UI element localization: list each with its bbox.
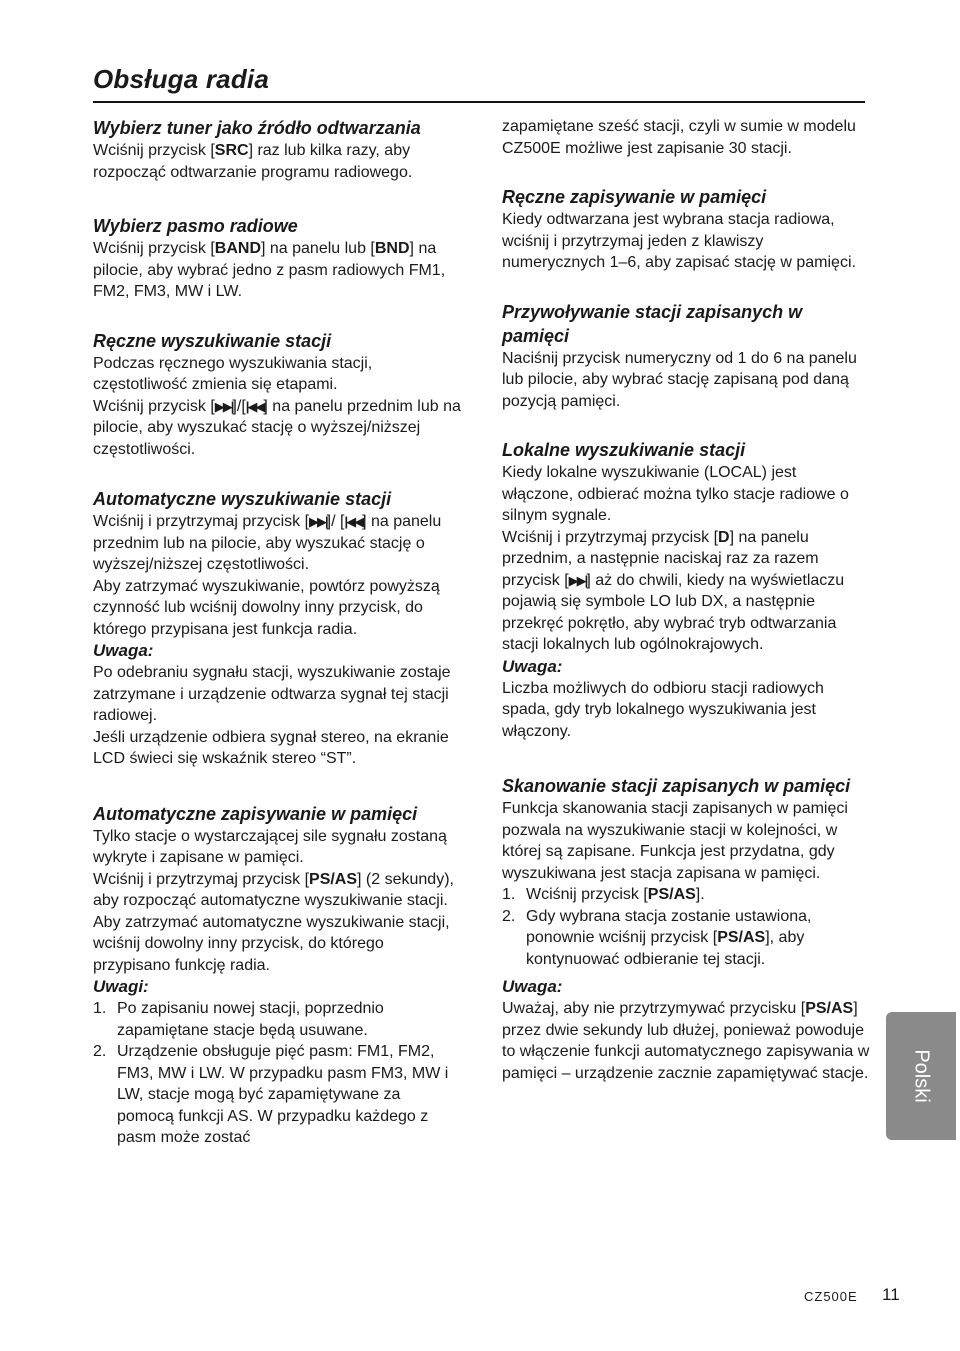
text-run: Wciśnij przycisk [: [93, 240, 215, 257]
text-run: ], aby kontynuować odbieranie tej stacji.: [526, 929, 805, 968]
text-run: ]/[: [232, 397, 246, 415]
section-local-search: [502, 438, 870, 742]
button-label-d: D: [718, 528, 730, 546]
section-text: Funkcja skanowania stacji zapisanych w pamięci pozwala na wyszukiwanie stacji w kolejności, w której są zapisane. Funkcja jest przydatna, gdy wyszukiwana jest stacja zapisana w pamięci.: [502, 800, 848, 882]
section-heading: Wybierz pasmo radiowe: [93, 216, 298, 236]
section-text: Kiedy odtwarzana jest wybrana stacja radiowa, wciśnij i przytrzymaj jeden z klawiszy numerycznych 1–6, aby zapisać stację w pamięci.: [502, 211, 856, 271]
continued-text: zapamiętane sześć stacji, czyli w sumie w modelu CZ500E możliwe jest zapisanie 30 stacji.: [502, 118, 856, 157]
language-tab: [886, 1012, 956, 1140]
list-item: [502, 884, 870, 906]
section-text: [502, 527, 870, 656]
section-text: Podczas ręcznego wyszukiwania stacji, częstotliwość zmienia się etapami.: [93, 354, 373, 393]
text-run: Wciśnij i przytrzymaj przycisk [: [502, 528, 719, 546]
section-heading: Ręczne wyszukiwanie stacji: [93, 330, 332, 351]
section-heading: Skanowanie stacji zapisanych w pamięci: [502, 776, 851, 796]
steps-list: [502, 884, 870, 970]
section-text: [93, 396, 461, 461]
text-run: Wciśnij przycisk [: [93, 142, 215, 159]
note-text: Jeśli urządzenie odbiera sygnał stereo, na ekranie LCD świeci się wskaźnik stereo “ST”.: [93, 728, 449, 767]
language-tab-label: Polski: [910, 1049, 933, 1103]
section-auto-store: [93, 802, 461, 1149]
section-text: [93, 511, 461, 576]
button-label-ps-as: PS/AS: [805, 1000, 854, 1017]
next-track-icon: ▶▶|: [309, 514, 327, 529]
next-track-icon: ▶▶|: [568, 572, 587, 588]
list-number: 1.: [93, 1000, 107, 1017]
note-heading: Uwagi:: [93, 977, 149, 996]
section-recall-memory: [502, 300, 870, 413]
model-name: CZ500E: [804, 1289, 858, 1304]
text-run: Uważaj, aby nie przytrzymywać przycisku [: [502, 1000, 806, 1017]
text-run: ] na panelu przednim lub na pilocie, aby wyszukać stację o wyższej/niższej częstotliwości.: [93, 397, 461, 458]
section-select-band: [93, 214, 461, 303]
text-run: Wciśnij i przytrzymaj przycisk [: [93, 513, 310, 530]
text-run: ] na panelu przednim, a następnie naciskaj raz za razem przycisk [: [502, 528, 819, 589]
text-run: ] na panelu lub [: [261, 240, 375, 257]
text-run: Wciśnij przycisk [: [526, 886, 648, 903]
text-run: ].: [695, 886, 705, 903]
section-text: Aby zatrzymać wyszukiwanie, powtórz powyższą czynność lub wciśnij dowolny inny przycisk, do którego przypisana jest funkcja radia.: [93, 577, 440, 638]
section-text: Kiedy lokalne wyszukiwanie (LOCAL) jest włączone, odbierać można tylko stacje radiowe o silnym sygnale.: [502, 464, 849, 524]
button-label-src: SRC: [214, 142, 249, 159]
title-divider: [93, 101, 865, 103]
previous-track-icon: |◀◀: [344, 514, 363, 529]
section-heading: Automatyczne zapisywanie w pamięci: [93, 803, 418, 824]
button-label-bnd: BND: [374, 240, 410, 257]
next-track-icon: ▶▶|: [214, 398, 233, 414]
section-heading: Przywoływanie stacji zapisanych w pamięci: [502, 301, 803, 346]
button-label-ps-as: PS/AS: [717, 929, 766, 946]
button-label-ps-as: PS/AS: [309, 870, 358, 888]
section-auto-search: [93, 487, 461, 770]
list-text: Urządzenie obsługuje pięć pasm: FM1, FM2, FM3, MW i LW. W przypadku pasm FM3, MW i LW, stacje mogą być zapamiętywane za pomocą funkcji AS. W przypadku każdego z pasm może zostać: [117, 1043, 449, 1146]
note-text: Liczba możliwych do odbioru stacji radiowych spada, gdy tryb lokalnego wyszukiwania jest włączony.: [502, 679, 824, 740]
text-run: ]/ [: [326, 513, 345, 530]
text-run: ] raz lub kilka razy, aby rozpocząć odtwarzanie programu radiowego.: [93, 142, 413, 181]
note-heading: Uwaga:: [93, 641, 154, 660]
text-run: Wciśnij przycisk [: [93, 397, 215, 415]
section-preset-scan: [502, 774, 870, 1084]
list-number: 2.: [93, 1043, 107, 1060]
list-number: 1.: [502, 886, 516, 903]
section-text: Tylko stacje o wystarczającej sile sygnału zostaną wykryte i zapisane w pamięci.: [93, 827, 447, 866]
text-run: Gdy wybrana stacja zostanie ustawiona, ponownie wciśnij przycisk [: [526, 907, 812, 946]
section-manual-search: [93, 329, 461, 461]
text-run: ] na pilocie, aby wybrać jedno z pasm radiowych FM1, FM2, FM3, MW i LW.: [93, 240, 446, 300]
text-run: ] (2 sekundy), aby rozpocząć automatyczne wyszukiwanie stacji.: [93, 870, 454, 909]
section-heading: Automatyczne wyszukiwanie stacji: [93, 489, 392, 509]
list-item: [93, 998, 461, 1041]
section-heading: Lokalne wyszukiwanie stacji: [502, 440, 746, 460]
list-item: [502, 906, 870, 971]
list-item: [93, 1041, 461, 1149]
left-column: [93, 116, 461, 1149]
list-text: Po zapisaniu nowej stacji, poprzednio zapamiętane stacje będą usuwane.: [117, 1000, 384, 1039]
button-label-band: BAND: [214, 240, 261, 257]
section-text: Naciśnij przycisk numeryczny od 1 do 6 na panelu lub pilocie, aby wybrać stację zapisaną pod daną pozycją pamięci.: [502, 349, 857, 410]
button-label-ps-as: PS/AS: [647, 886, 696, 903]
section-text: [93, 238, 461, 303]
text-run: ] na panelu przednim lub na pilocie, aby wyszukać stację o wyższej/niższej częstotliwości.: [93, 513, 442, 573]
page-number: 11: [882, 1285, 900, 1304]
section-text: [93, 140, 461, 183]
note-text: [502, 998, 870, 1084]
text-run: ] przez dwie sekundy lub dłużej, ponieważ powoduje to włączenie funkcji automatycznego zapisywania w pamięci – urządzenie zacznie zapamiętywać stacje.: [502, 1000, 870, 1082]
section-select-source: [93, 116, 461, 183]
text-run: Wciśnij i przytrzymaj przycisk [: [93, 870, 310, 888]
section-text: Aby zatrzymać automatyczne wyszukiwanie stacji, wciśnij dowolny inny przycisk, do którego przypisano funkcję radia.: [93, 913, 450, 974]
page-title: Obsługa radia: [93, 64, 269, 94]
note-text: Po odebraniu sygnału stacji, wyszukiwanie zostaje zatrzymane i urządzenie odtwarza sygnał tej stacji radiowej.: [93, 664, 451, 724]
note-heading: Uwaga:: [502, 656, 563, 676]
section-heading: Wybierz tuner jako źródło odtwarzania: [93, 118, 421, 138]
section-text: [93, 869, 461, 912]
notes-list: [93, 998, 461, 1149]
previous-track-icon: |◀◀: [245, 398, 264, 414]
section-heading: Ręczne zapisywanie w pamięci: [502, 187, 767, 207]
section-manual-store: [502, 185, 870, 274]
note-heading: Uwaga:: [502, 977, 563, 996]
list-number: 2.: [502, 907, 516, 925]
right-column: [502, 116, 870, 1084]
text-run: ] aż do chwili, kiedy na wyświetlaczu pojawią się symbole LO lub DX, a następnie przekręć pokrętło, aby wybrać tryb odtwarzania stacji lokalnych lub ogólnokrajowych.: [502, 571, 845, 653]
